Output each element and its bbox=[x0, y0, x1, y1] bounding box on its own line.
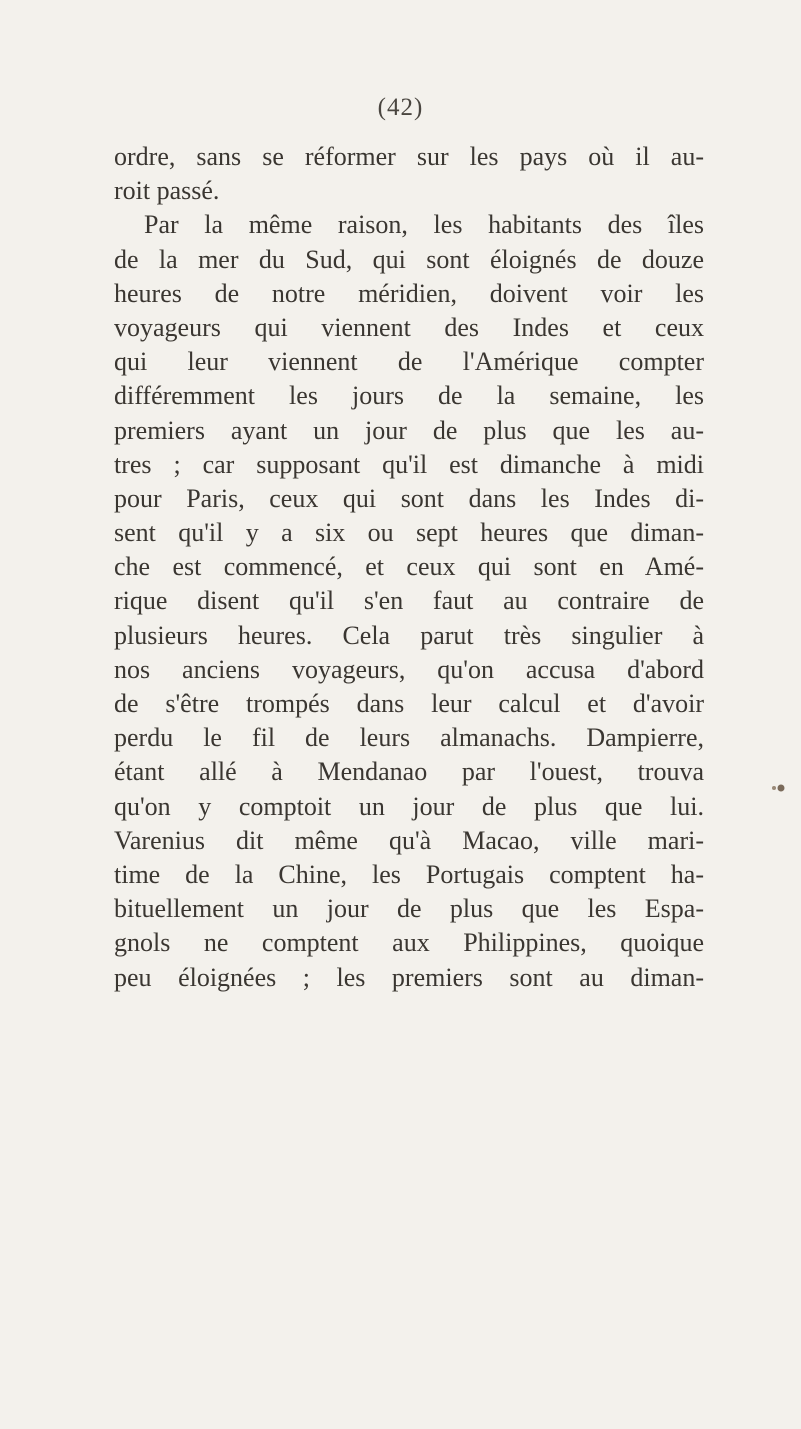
text-line: che est commencé, et ceux qui sont en Amé- bbox=[114, 552, 704, 582]
text-line: de la mer du Sud, qui sont éloignés de douze bbox=[114, 244, 704, 274]
text-line: de s'être trompés dans leur calcul et d'avoir bbox=[114, 689, 704, 718]
text-line: bituellement un jour de plus que les Espa- bbox=[114, 894, 704, 924]
text-line: qu'on y comptoit un jour de plus que lui. bbox=[114, 791, 704, 821]
text-line: qui leur viennent de l'Amérique compter bbox=[114, 347, 704, 377]
text-line: voyageurs qui viennent des Indes et ceux bbox=[114, 312, 704, 342]
text-line: rique disent qu'il s'en faut au contraire de bbox=[114, 586, 704, 616]
text-line: Par la même raison, les habitants des îles bbox=[144, 210, 704, 240]
text-line: Varenius dit même qu'à Macao, ville mari- bbox=[114, 825, 704, 855]
ink-mark-icon bbox=[770, 783, 786, 793]
text-line: étant allé à Mendanao par l'ouest, trouva bbox=[114, 757, 704, 787]
text-line: ordre, sans se réformer sur les pays où il au- bbox=[114, 142, 704, 171]
text-line: sent qu'il y a six ou sept heures que diman- bbox=[114, 518, 704, 548]
text-line: tres ; car supposant qu'il est dimanche à midi bbox=[114, 449, 704, 479]
text-line: premiers ayant un jour de plus que les au- bbox=[114, 415, 704, 445]
text-line: différemment les jours de la semaine, les bbox=[114, 381, 704, 411]
text-line: nos anciens voyageurs, qu'on accusa d'abord bbox=[114, 654, 704, 684]
body-text bbox=[114, 140, 704, 995]
text-line: peu éloignées ; les premiers sont au diman- bbox=[114, 962, 704, 992]
text-line: plusieurs heures. Cela parut très singulier à bbox=[114, 620, 704, 650]
text-line: gnols ne comptent aux Philippines, quoique bbox=[114, 928, 704, 958]
text-line: roit passé. bbox=[114, 176, 220, 206]
text-line: time de la Chine, les Portugais comptent ha- bbox=[114, 859, 704, 889]
text-line: pour Paris, ceux qui sont dans les Indes di- bbox=[114, 483, 704, 513]
text-line: perdu le fil de leurs almanachs. Dampierre, bbox=[114, 723, 704, 753]
page-number: (42) bbox=[377, 94, 424, 121]
text-line: heures de notre méridien, doivent voir les bbox=[114, 278, 704, 308]
